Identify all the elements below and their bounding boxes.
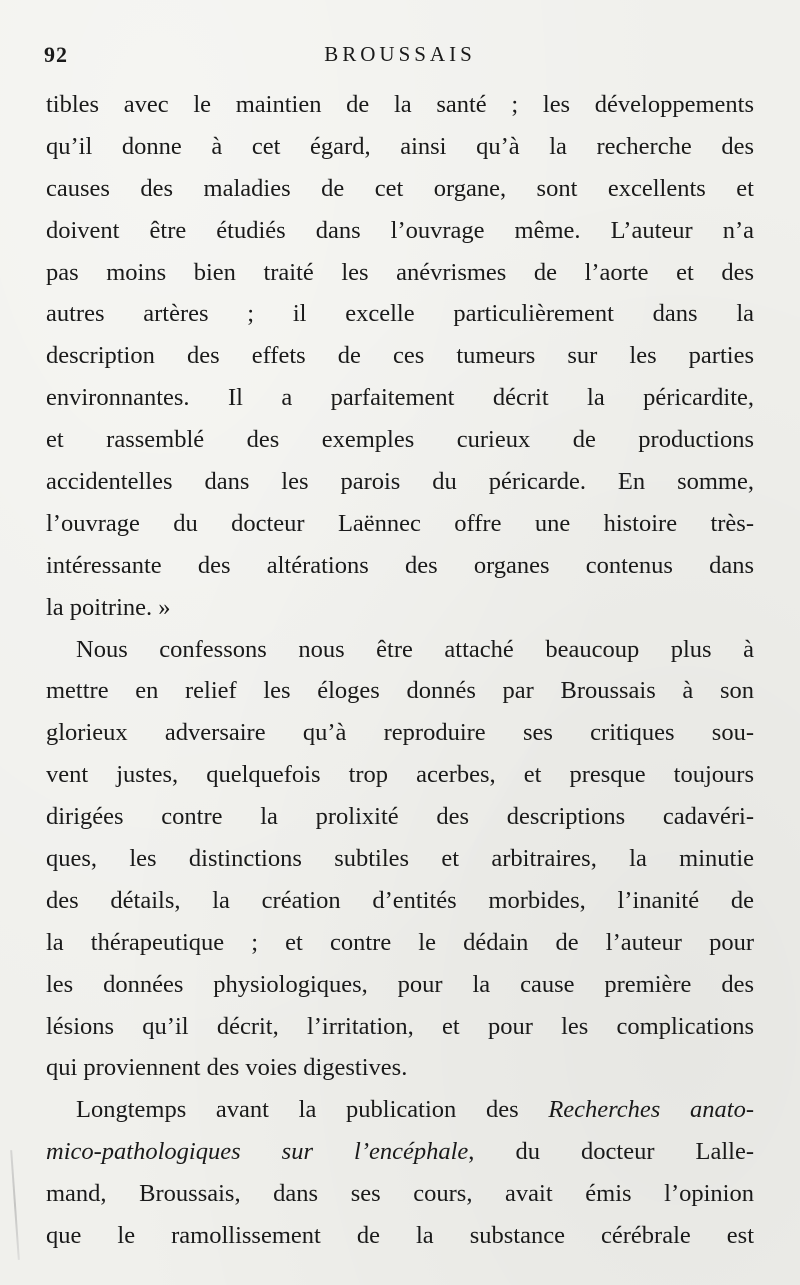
book-title-italic: Recherches anato- [548,1096,754,1124]
text-line: autres artères ; il excelle particulièrement dans la [46,300,754,328]
text-line: intéressante des altérations des organes contenus dans [46,551,754,579]
page-header [44,38,756,74]
text-line: Nous confessons nous être attaché beaucoup plus à [76,635,754,663]
paragraph-3 [46,1089,754,1257]
text-line: l’ouvrage du docteur Laënnec offre une histoire très- [46,509,754,537]
text-line: causes des maladies de cet organe, sont excellents et [46,174,754,202]
text-line: vent justes, quelquefois trop acerbes, et presque toujours [46,761,754,789]
text-line: ques, les distinctions subtiles et arbitraires, la minutie [46,845,754,873]
running-head: BROUSSAIS [324,42,476,66]
page-edge-mark [10,1150,20,1260]
text-line [46,1131,754,1173]
text-segment: Longtemps avant la publication des [76,1096,549,1124]
body-text [46,84,754,1257]
paragraph-1 [46,84,754,629]
text-line: les données physiologiques, pour la cause première des [46,970,754,998]
text-line: mand, Broussais, dans ses cours, avait émis l’opinion [46,1180,754,1208]
text-line: la thérapeutique ; et contre le dédain de l’auteur pour [46,928,754,956]
text-line: la poitrine. » [46,593,171,621]
text-line: des détails, la création d’entités morbides, l’inanité de [46,886,754,914]
text-line: glorieux adversaire qu’à reproduire ses critiques sou- [46,719,754,747]
text-line: dirigées contre la prolixité des descriptions cadavéri- [46,803,754,831]
book-title-italic: mico-pathologiques sur l’encéphale [46,1138,469,1166]
text-line: description des effets de ces tumeurs sur les parties [46,342,754,370]
text-line: environnantes. Il a parfaitement décrit la péricardite, [46,384,754,412]
text-line: accidentelles dans les parois du péricarde. En somme, [46,468,754,496]
text-line: mettre en relief les éloges donnés par Broussais à son [46,677,754,705]
text-line: tibles avec le maintien de la santé ; les développements [46,91,754,118]
text-line: et rassemblé des exemples curieux de productions [46,426,754,454]
text-line: qu’il donne à cet égard, ainsi qu’à la recherche des [46,132,754,160]
text-line: doivent être étudiés dans l’ouvrage même. L’auteur n’a [46,216,754,244]
text-line: qui proviennent des voies digestives. [46,1054,408,1082]
page-number: 92 [44,42,68,67]
text-line: que le ramollissement de la substance cérébrale est [46,1222,754,1250]
text-line [46,1089,754,1131]
text-line: lésions qu’il décrit, l’irritation, et pour les complications [46,1012,754,1040]
text-segment: , du docteur Lalle- [468,1138,754,1166]
text-line: pas moins bien traité les anévrismes de l’aorte et des [46,258,754,286]
paragraph-2 [46,629,754,1090]
